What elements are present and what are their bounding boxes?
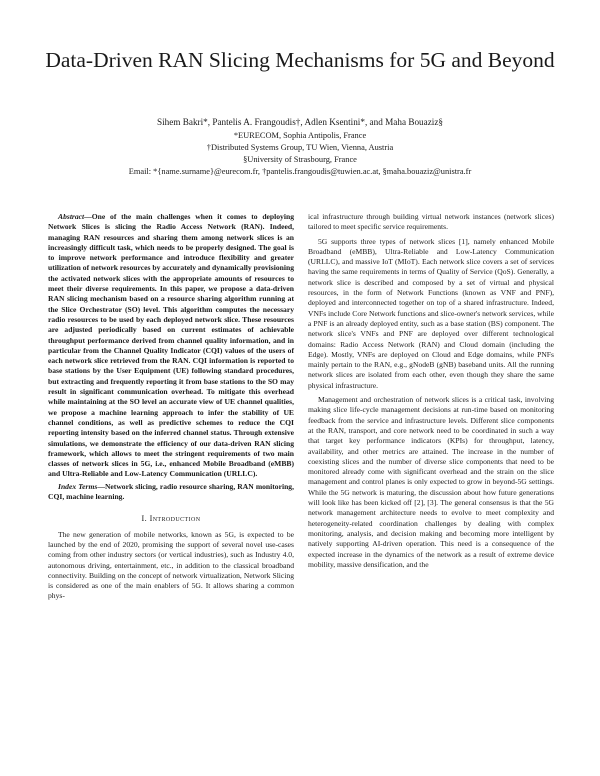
- abstract: [48, 212, 294, 480]
- index-terms: [48, 482, 294, 503]
- body-paragraph: ical infrastructure through building virtual network instances (network slices) tailored to meet specific service requirements.: [308, 212, 554, 232]
- left-column: [48, 212, 294, 606]
- affiliation-strasbourg: §University of Strasbourg, France: [243, 155, 357, 164]
- affiliation-tuwien: †Distributed Systems Group, TU Wien, Vienna, Austria: [206, 143, 394, 152]
- body-paragraph: 5G supports three types of network slices [1], namely enhanced Mobile Broadband (eMBB), Ultra-Reliable and Low-Latency Communication (URLLC), and massive IoT (MIoT). Each network slice covers a set of services having the same requirements in terms of Quality of Service (QoS). Generally, a network slice is described and composed by a set of virtual and physical resources, in the form of Network Functions (known as VNF and PNF), deployed and interconnected together on top of a shared infrastructure. Indeed, VNFs include Core Network functions and slice-owner's network services, while a PNF is an already deployed entity, such as a base station (BS) component. The network slice's VNFs and PNF are deployed over different technological domains: Radio Access Network (RAN) and Cloud domain (including the Edge). Mostly, VNFs are deployed on Cloud and Edge domains, while PNFs mainly pertain to the RAN, e.g., gNodeB (gNB) baseband units. All the running network slices are isolated from each other, even though they share the same physical infrastructure.: [308, 236, 554, 390]
- author-emails: Email: *{name.surname}@eurecom.fr, †pantelis.frangoudis@tuwien.ac.at, §maha.bouaziz@unistra.fr: [128, 167, 472, 176]
- abstract-text: —One of the main challenges when it comes to deploying Network Slices is slicing the Radio Access Network (RAN). Indeed, managing RAN resources and sharing them among network slices is an increasingly difficult task, which needs to be properly designed. The goal is to improve network performance and introduce flexibility and greater utilization of network resources by accurately and dynamically provisioning the activated network slices with the appropriate amounts of resources to meet their diverse requirements. In this paper, we propose a data-driven RAN slicing mechanism based on a resource sharing algorithm running at the Slice Orchestrator (SO) level. This algorithm computes the necessary radio resources to be used by each deployed network slice. These resources are adjusted periodically based on current estimates of achievable throughput performance derived from channel quality information, and in particular from the Channel Quality Indicator (CQI) values of the users of each network slice retrieved from the RAN. CQI information is reported to base stations by the User Equipment (UE) following standard procedures, but extracting and frequently reporting it from base stations to the SO may result in significant communication overhead. To mitigate this overhead while maintaining at the SO level an accurate view of UE channel qualities, we propose a machine learning approach to infer the stability of UE channel conditions, as well as predictive schemes to reduce the CQI reporting intensity based on the inferred channel status. Through extensive simulations, we demonstrate the efficiency of our data-driven RAN slicing framework, which allows to meet the stringent requirements of two main classes of network slices in 5G, i.e., enhanced Mobile Broadband (eMBB) and Ultra-Reliable and Low-Latency Communication (URLLC).: [48, 212, 294, 479]
- affiliation-eurecom: *EURECOM, Sophia Antipolis, France: [233, 131, 367, 140]
- abstract-label: Abstract: [58, 212, 85, 221]
- index-terms-label: Index Terms: [58, 481, 98, 491]
- author-list: Sihem Bakri*, Pantelis A. Frangoudis†, Adlen Ksentini*, and Maha Bouaziz§: [156, 117, 444, 127]
- section-heading-introduction: I. Introduction: [141, 514, 201, 524]
- body-paragraph: Management and orchestration of network slices is a critical task, involving making slice life-cycle management decisions at run-time based on monitoring feedback from the service and infrastructure levels. Different slice components at the RAN, transport, and core network need to be coordinated in such a way that target key performance indicators (KPIs) for throughput, latency, availability, and other metrics are attained. The increase in the number of coexisting slices and the number of diverse slice components that need to be monitored already come with significant overhead and the strain on the slice management and control planes is only expected to grow in beyond-5G settings. While the 5G network is maturing, the discussion about how future generations will look like has been kicked off [2], [3]. The general consensus is that the 5G network management architecture needs to evolve to meet complexity and heterogeneity-related coordination challenges by dealing with complex monitoring, analysis, and decision making and becoming more intelligent by natively supporting AI-driven operation. This need is a consequence of the expected increase in the dynamics of the network as a result of extreme device mobility, massive densification, and the: [308, 395, 554, 569]
- body-paragraph: The new generation of mobile networks, known as 5G, is expected to be launched by the end of 2020, promising the support of several novel use-cases coming from other industry sectors (or vertical industries), such as Industry 4.0, autonomous driving, entertainment, etc., in addition to the classical broadband connectivity. Building on the concept of network virtualization, Network Slicing is considered as one of the main enablers of 5G. It allows sharing a common phys-: [48, 529, 294, 601]
- paper-title: Data-Driven RAN Slicing Mechanisms for 5G and Beyond: [45, 48, 555, 72]
- right-column: [308, 212, 554, 574]
- index-terms-text: —Network slicing, radio resource sharing, RAN monitoring, CQI, machine learning.: [48, 481, 294, 502]
